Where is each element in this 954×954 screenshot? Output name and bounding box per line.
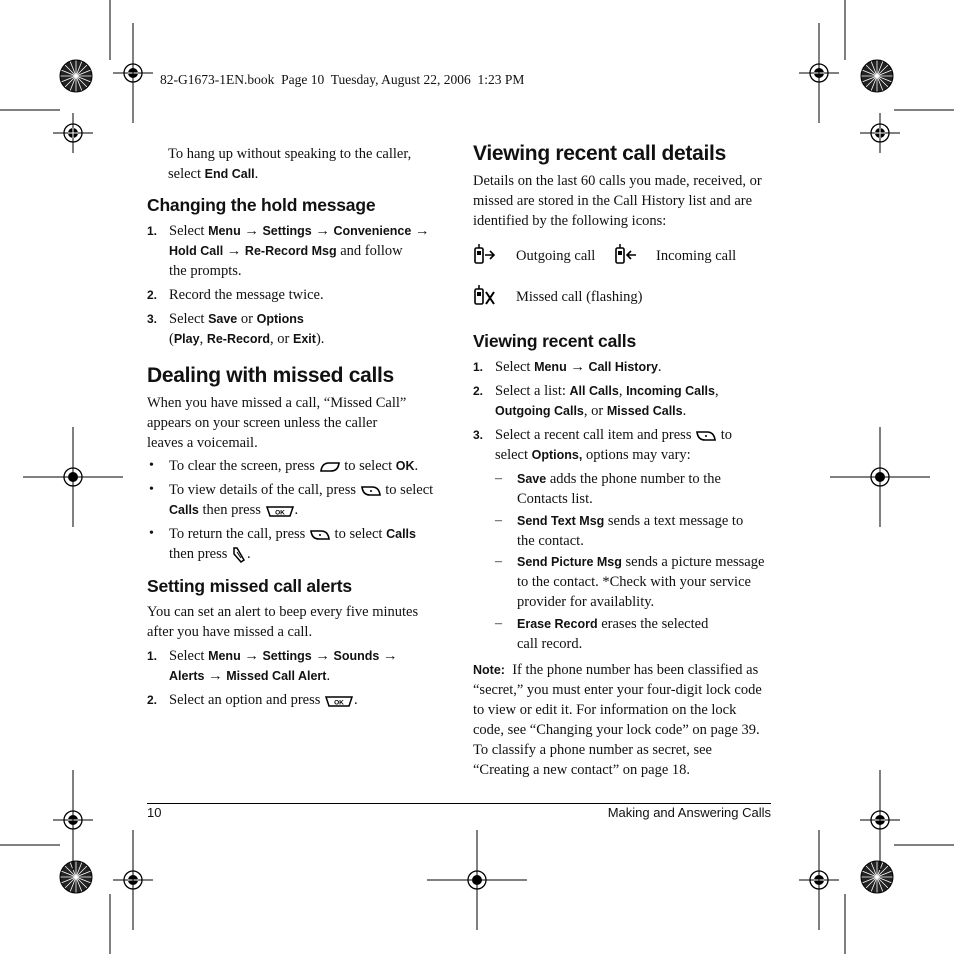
heading-changing-hold-message: Changing the hold message xyxy=(147,195,376,215)
step-number: 2. xyxy=(473,384,484,398)
text: Contacts list. xyxy=(517,491,593,507)
right-softkey-icon xyxy=(695,429,717,443)
text: Select xyxy=(169,311,209,327)
alerts-intro xyxy=(147,602,447,642)
section-title: Making and Answering Calls xyxy=(607,805,771,820)
bullet-text xyxy=(169,480,449,520)
arrow: → xyxy=(240,648,263,664)
text: . xyxy=(414,458,419,474)
note-label: Note: xyxy=(473,663,505,677)
convenience-label: Convenience xyxy=(333,224,412,238)
text: to xyxy=(717,427,732,443)
text: , or xyxy=(583,403,607,419)
outgoing-calls-label: Outgoing Calls xyxy=(495,404,584,418)
hangup-text: select xyxy=(168,166,205,182)
sounds-label: Sounds xyxy=(333,649,380,663)
rerecord-msg-label: Re-Record Msg xyxy=(244,244,337,258)
heading-viewing-recent-calls: Viewing recent calls xyxy=(473,331,636,351)
text: . xyxy=(354,692,358,708)
options-label: Options xyxy=(256,312,304,326)
heading-dealing-missed-calls: Dealing with missed calls xyxy=(147,364,394,387)
text: adds the phone number to the xyxy=(546,471,721,487)
dash: – xyxy=(495,513,502,528)
ok-key-icon xyxy=(265,504,295,518)
missed-call-label: Missed call (flashing) xyxy=(516,289,643,305)
save-label: Save xyxy=(517,472,547,486)
text: ( xyxy=(169,331,174,347)
text: or xyxy=(237,311,257,327)
step-text xyxy=(495,425,775,465)
text: . xyxy=(657,359,662,375)
text: to select xyxy=(381,482,434,498)
send-picture-msg-label: Send Picture Msg xyxy=(517,555,622,569)
text: then press xyxy=(198,502,265,518)
text: Select xyxy=(169,223,209,239)
text: To clear the screen, press xyxy=(169,458,319,474)
send-key-icon xyxy=(231,546,247,564)
text: the prompts. xyxy=(169,263,242,279)
bullet: • xyxy=(149,526,154,541)
end-call-label: End Call xyxy=(204,167,255,181)
text: . xyxy=(294,502,299,518)
para-line: When you have missed a call, “Missed Call” xyxy=(147,395,407,411)
text: , xyxy=(199,331,207,347)
dash: – xyxy=(495,616,502,631)
calls-label: Calls xyxy=(169,503,199,517)
step-number: 1. xyxy=(147,649,158,663)
left-softkey-icon xyxy=(319,460,341,474)
play-label: Play xyxy=(173,332,200,346)
menu-label: Menu xyxy=(208,649,241,663)
text: . xyxy=(247,546,251,562)
text: sends a picture message xyxy=(621,554,765,570)
text: , xyxy=(714,383,719,399)
bullet: • xyxy=(149,482,154,497)
bullet-text xyxy=(169,524,449,564)
text: ). xyxy=(315,331,325,347)
dash: – xyxy=(495,471,502,486)
step-number: 2. xyxy=(147,693,158,707)
hangup-line-2 xyxy=(168,164,448,184)
ok-label: OK xyxy=(395,459,415,473)
heading-setting-missed-call-alerts: Setting missed call alerts xyxy=(147,576,352,596)
text: Select a list: xyxy=(495,383,570,399)
hangup-line-1: To hang up without speaking to the caller, xyxy=(168,146,412,162)
note-block xyxy=(473,660,783,780)
all-calls-label: All Calls xyxy=(569,384,619,398)
text: to the contact. *Check with your service xyxy=(517,574,751,590)
text: to select xyxy=(340,458,396,474)
text: To view details of the call, press xyxy=(169,482,360,498)
incoming-call-label: Incoming call xyxy=(656,248,737,264)
right-softkey-icon xyxy=(360,484,382,498)
text: To return the call, press xyxy=(169,526,309,542)
options-label: Options, xyxy=(531,448,583,462)
para-line: appears on your screen unless the caller xyxy=(147,415,378,431)
step-number: 1. xyxy=(473,360,484,374)
menu-label: Menu xyxy=(534,360,567,374)
arrow: → xyxy=(411,223,430,239)
missed-calls-label: Missed Calls xyxy=(606,404,683,418)
exit-label: Exit xyxy=(293,332,316,346)
text: sends a text message to xyxy=(604,513,744,529)
arrow: → xyxy=(311,223,334,239)
call-history-label: Call History xyxy=(588,360,658,374)
text: , or xyxy=(270,331,293,347)
note-line: to view or edit it. For information on the lock xyxy=(473,702,737,718)
arrow: → xyxy=(204,668,227,684)
note-line: “secret,” you must enter your four-digit lock code xyxy=(473,682,762,698)
para-line: Details on the last 60 calls you made, received, or xyxy=(473,173,762,189)
step-number: 3. xyxy=(147,312,158,326)
dash: – xyxy=(495,554,502,569)
option-text xyxy=(517,614,797,654)
rerecord-label: Re-Record xyxy=(206,332,271,346)
outgoing-call-icon xyxy=(473,244,497,266)
step-text xyxy=(169,221,449,281)
text: . xyxy=(682,403,687,419)
arrow: → xyxy=(240,223,263,239)
text: , xyxy=(618,383,627,399)
svg-text:OK: OK xyxy=(274,509,285,517)
hold-call-label: Hold Call xyxy=(169,244,224,258)
page-number: 10 xyxy=(147,805,162,820)
bullet-text xyxy=(169,456,449,476)
arrow: → xyxy=(223,243,245,259)
bullet: • xyxy=(149,458,154,473)
note-line: If the phone number has been classified as xyxy=(504,662,759,678)
note-line: code, see “Changing your lock code” on page 39. xyxy=(473,722,760,738)
para-line: missed are stored in the Call History list and are xyxy=(473,193,753,209)
ok-key-icon xyxy=(324,694,354,708)
text: to select xyxy=(330,526,387,542)
text: provider for availablity. xyxy=(517,594,655,610)
text: options may vary: xyxy=(582,447,691,463)
details-intro xyxy=(473,171,783,231)
option-text xyxy=(517,469,797,509)
outgoing-call-label: Outgoing call xyxy=(516,248,596,264)
step-text xyxy=(495,381,775,421)
step-number: 1. xyxy=(147,224,158,238)
incoming-call-icon xyxy=(614,244,638,266)
alerts-label: Alerts xyxy=(169,669,205,683)
note-line: “Creating a new contact” on page 18. xyxy=(473,762,691,778)
text: erases the selected xyxy=(597,616,709,632)
text: then press xyxy=(169,546,232,562)
settings-label: Settings xyxy=(262,224,312,238)
step-number: 3. xyxy=(473,428,484,442)
text: Select a recent call item and press xyxy=(495,427,696,443)
settings-label: Settings xyxy=(262,649,312,663)
step-text xyxy=(495,357,775,377)
step-text xyxy=(169,646,449,686)
menu-label: Menu xyxy=(208,224,241,238)
text: . xyxy=(326,668,331,684)
text: call record. xyxy=(517,636,583,652)
text: Select xyxy=(169,648,209,664)
arrow: → xyxy=(566,359,589,375)
option-text xyxy=(517,511,797,551)
para-line: after you have missed a call. xyxy=(147,624,313,640)
missed-call-icon xyxy=(473,285,497,307)
text: Select an option and press xyxy=(169,692,325,708)
step-number: 2. xyxy=(147,288,158,302)
option-text xyxy=(517,552,797,612)
para-line: identified by the following icons: xyxy=(473,213,667,229)
arrow: → xyxy=(311,648,334,664)
para-line: leaves a voicemail. xyxy=(147,435,258,451)
text: and follow xyxy=(336,243,403,259)
erase-record-label: Erase Record xyxy=(517,617,598,631)
missed-intro xyxy=(147,393,447,453)
text: the contact. xyxy=(517,533,584,549)
step-text: Record the message twice. xyxy=(169,287,324,303)
hangup-instruction xyxy=(168,144,448,184)
book-info-header: 82-G1673-1EN.book Page 10 Tuesday, August 22, 2006 1:23 PM xyxy=(160,72,525,87)
text: Select xyxy=(495,359,535,375)
step-text xyxy=(169,690,449,710)
heading-viewing-recent-call-details: Viewing recent call details xyxy=(473,142,726,165)
svg-text:OK: OK xyxy=(334,699,344,707)
right-softkey-icon xyxy=(309,528,331,542)
incoming-calls-label: Incoming Calls xyxy=(626,384,715,398)
note-line: To classify a phone number as secret, see xyxy=(473,742,712,758)
send-text-msg-label: Send Text Msg xyxy=(517,514,605,528)
arrow: → xyxy=(379,648,398,664)
footer-rule xyxy=(147,803,771,804)
calls-label: Calls xyxy=(386,527,416,541)
step-text xyxy=(169,309,449,349)
missed-call-alert-label: Missed Call Alert xyxy=(226,669,327,683)
para-line: You can set an alert to beep every five minutes xyxy=(147,604,419,620)
save-label: Save xyxy=(208,312,238,326)
punct: . xyxy=(254,166,259,182)
text: select xyxy=(495,447,532,463)
